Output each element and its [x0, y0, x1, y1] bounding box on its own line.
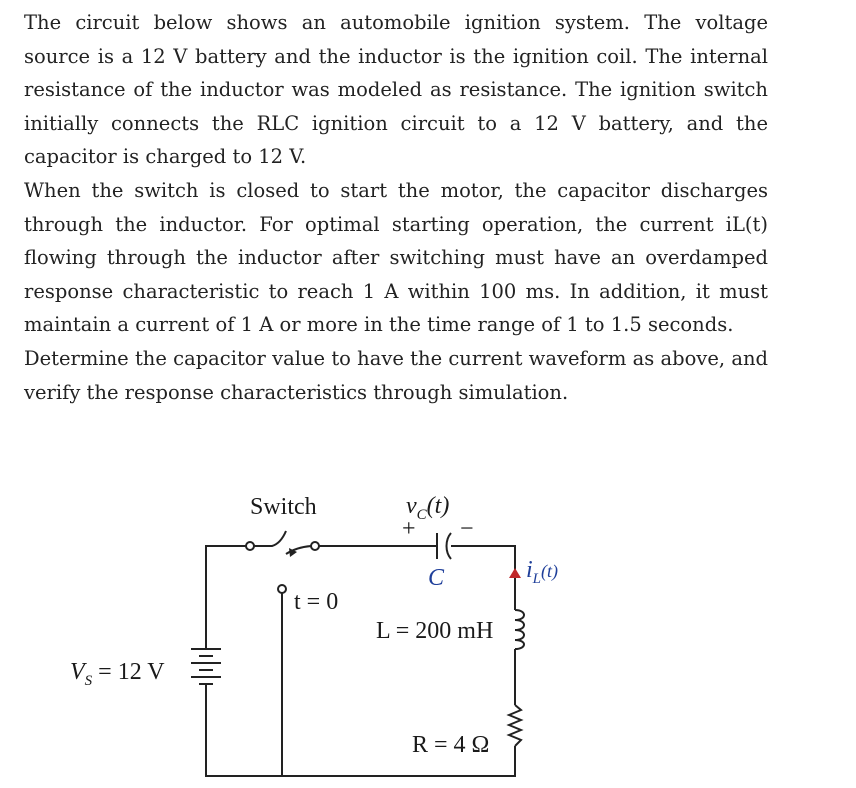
- vs-label: $V_S = 12$ V: [70, 659, 165, 689]
- vc-label: $v_C(t)$: [406, 493, 450, 523]
- problem-paragraph-1: The circuit below shows an automobile ignition system. The voltage source is a 12 V battery and the inductor is the ignition coil. The internal resistance of the inductor was modeled as resistance. The ignition switch initially connects the RLC ignition circuit to a 12 V battery, and the capacitor is charged to 12 V.: [24, 11, 768, 169]
- switch-label: Switch: [250, 494, 317, 520]
- switch-time-label: t = 0: [294, 589, 339, 615]
- resistor-zigzag-icon: [509, 705, 521, 746]
- capacitor-symbol: [437, 533, 451, 559]
- battery-symbol: [191, 649, 221, 689]
- current-arrow-icon: [509, 568, 521, 578]
- resistor-label: R = 4 Ω: [412, 732, 490, 758]
- ignition-switch: [246, 531, 319, 593]
- vc-minus-sign: −: [460, 516, 474, 542]
- problem-paragraph-3: Determine the capacitor value to have the current waveform as above, and verify the response characteristics through simulation.: [24, 346, 768, 404]
- inductor-coil-icon: [515, 610, 524, 649]
- problem-paragraph-2: When the switch is closed to start the motor, the capacitor discharges through the inductor. For optimal starting operation, the current iL(t) flowing through the inductor after switching must have an overdamped response characteristic to reach 1 A within 100 ms. In addition, it must maintain a current of 1 A or more in the time range of 1 to 1.5 seconds.: [24, 178, 768, 337]
- il-label: $i_L^{(t)}$: [526, 557, 559, 587]
- inductor-label: L = 200 mH: [376, 618, 494, 644]
- capacitor-label: C: [428, 565, 445, 591]
- vc-plus-sign: +: [402, 516, 416, 542]
